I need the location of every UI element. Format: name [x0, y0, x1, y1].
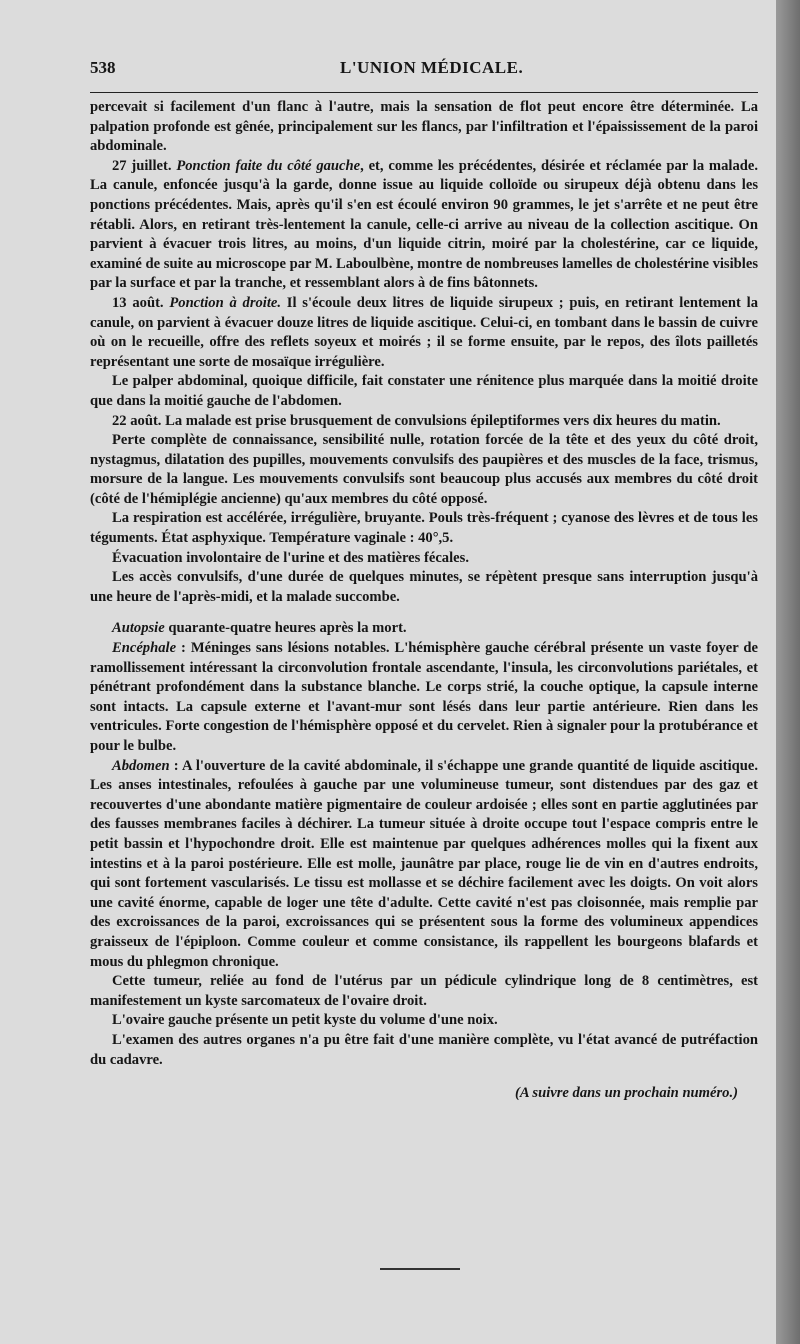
paragraph-p6 [90, 431, 758, 509]
text-run: Perte complète de connaissance, sensibilité nulle, rotation forcée de la tête et des yeux du côté droit, nystagmus, dilatation des pupilles, mouvements convulsifs des paupières et des muscles de la face, trismus, morsure de la langue. Les mouvements convulsifs sont beaucoup plus accusés aux membres du côté droit (côté de l'hémiplégie ancienne) qu'aux membres du côté opposé. [90, 432, 758, 507]
text-run: : A l'ouverture de la cavité abdominale, il s'échappe une grande quantité de liquide ascitique. Les anses intestinales, refoulées à gauche par une volumineuse tumeur, sont distendues par des gaz et recouvertes d'une abondante matière pigmentaire de couleur ardoisée ; elles sont en partie agglutinées par des fausses membranes faciles à déchirer. La tumeur située à droite occupe tout l'espace compris entre le petit bassin et l'hypochondre droit. Elle est maintenue par quelques adhérences molles qui la fixent aux intestins et à la paroi postérieure. Elle est molle, jaunâtre par place, rouge lie de vin en d'autres endroits, qui sont fortement vascularisés. Le tissu est mollasse et se déchire facilement avec les doigts. On voit alors une cavité énorme, capable de loger une tête d'adulte. Cette cavité n'est pas cloisonnée, mais remplie par des excroissances de la paroi, excroissances qui se présentent sous la forme des volumineux appendices graisseux de l'épiploon. Comme couleur et comme consistance, ils rappellent les bourgeons blafards et mous du phlegmon chronique. [90, 757, 758, 970]
paragraph-p7 [90, 509, 758, 548]
page-edge [776, 0, 800, 1344]
text-run: L'ovaire gauche présente un petit kyste du volume d'une noix. [112, 1012, 498, 1029]
paragraph-p8 [90, 549, 758, 569]
text-run: La respiration est accélérée, irrégulière, bruyante. Pouls très-fréquent ; cyanose des lèvres et de tous les téguments. État asphyxique. Température vaginale : 40°,5. [90, 510, 758, 547]
article-body [90, 98, 758, 1104]
italic-run: Abdomen [112, 757, 170, 774]
text-run: 27 juillet. [112, 157, 177, 174]
running-title: L'UNION MÉDICALE. [340, 58, 524, 77]
text-run: 22 août. La malade est prise brusquement de convulsions épileptiformes vers dix heures du matin. [112, 412, 721, 429]
text-run: percevait si facilement d'un flanc à l'autre, mais la sensation de flot peut encore être déterminée. La palpation profonde est gênée, principalement sur les flancs, par l'infiltration et l'épaississement de la paroi abdominale. [90, 99, 758, 155]
italic-run: Encéphale [112, 640, 177, 657]
page-header [90, 58, 760, 88]
paragraph-p2 [90, 157, 758, 294]
paragraph-p1 [90, 98, 758, 157]
text-run: Cette tumeur, reliée au fond de l'utérus par un pédicule cylindrique long de 8 centimètres, est manifestement un kyste sarcomateux de l'ovaire droit. [90, 973, 758, 1009]
italic-run: Ponction faite du côté gauche [176, 157, 361, 174]
page-number: 538 [90, 58, 116, 77]
paragraph-p4 [90, 372, 758, 411]
paragraph-p3 [90, 294, 758, 372]
text-run: L'examen des autres organes n'a pu être fait d'une manière complète, vu l'état avancé de putréfaction du cadavre. [90, 1031, 758, 1068]
text-run: : Méninges sans lésions notables. L'hémisphère gauche cérébral présente un vaste foyer de ramollissement intéressant la circonvolution frontale ascendante, l'insula, les circonvolutions pariétales, et pénétrant profondément dans la substance blanche. Le corps strié, la couche optique, la capsule interne sont intacts. La capsule externe et l'avant-mur sont lésés dans leur partie antérieure. Rien dans les ventricules. Forte congestion de l'hémisphère opposé et du cervelet. Rien à signaler pour la protubérance et pour le bulbe. [90, 640, 758, 754]
paragraph-p12 [90, 757, 758, 973]
text-run: Il s'écoule deux litres de liquide sirupeux ; puis, en retirant lentement la canule, on parvient à évacuer douze litres de liquide ascitique. Celui-ci, en tombant dans le bassin de cuivre où on le recueille, offre des reflets soyeux et moirés ; il se forme ensuite, par le repos, des îlots pailletés représentant une sorte de mosaïque irrégulière. [90, 294, 759, 370]
text-run: 13 août. [112, 294, 170, 311]
paragraph-p10 [90, 619, 758, 639]
italic-run: Ponction à droite. [169, 294, 282, 311]
text-run: Le palper abdominal, quoique difficile, fait constater une rénitence plus marquée dans la moitié droite que dans la moitié gauche de l'abdomen. [90, 373, 758, 409]
paragraph-p11 [90, 639, 758, 757]
end-rule [380, 1268, 460, 1270]
paragraph-p14 [90, 1011, 758, 1031]
text-run: , et, comme les précédentes, désirée et réclamée par la malade. La canule, enfoncée jusqu'à la garde, donne issue au liquide colloïde ou sirupeux déjà obtenu dans les ponctions précédentes. Mais, après qu'il s'en est écoulé environ 90 grammes, le jet s'arrête et ne peut être rétabli. Alors, en retirant très-lentement la canule, celle-ci arrive au niveau de la collection ascitique. On parvient à évacuer trois litres, au moins, d'un liquide citrin, moiré par la cholestérine, car ce liquide, examiné de suite au microscope par M. Laboulbène, montre de nombreuses lamelles de cholestérine visibles par la surface et par la tranche, et ressemblant alors à de fins bâtonnets. [90, 157, 758, 292]
text-run: quarante-quatre heures après la mort. [164, 620, 407, 637]
paragraph-p5 [90, 412, 758, 432]
continuation-note: (A suivre dans un prochain numéro.) [514, 1085, 738, 1102]
italic-run: Autopsie [112, 620, 165, 637]
text-run: Les accès convulsifs, d'une durée de quelques minutes, se répètent presque sans interruption jusqu'à une heure de l'après-midi, et la malade succombe. [90, 569, 758, 605]
text-run: Évacuation involontaire de l'urine et des matières fécales. [112, 549, 469, 566]
header-rule [90, 92, 758, 93]
paragraph-p15 [90, 1031, 758, 1070]
paragraph-p9 [90, 568, 758, 607]
paragraph-p13 [90, 972, 758, 1011]
